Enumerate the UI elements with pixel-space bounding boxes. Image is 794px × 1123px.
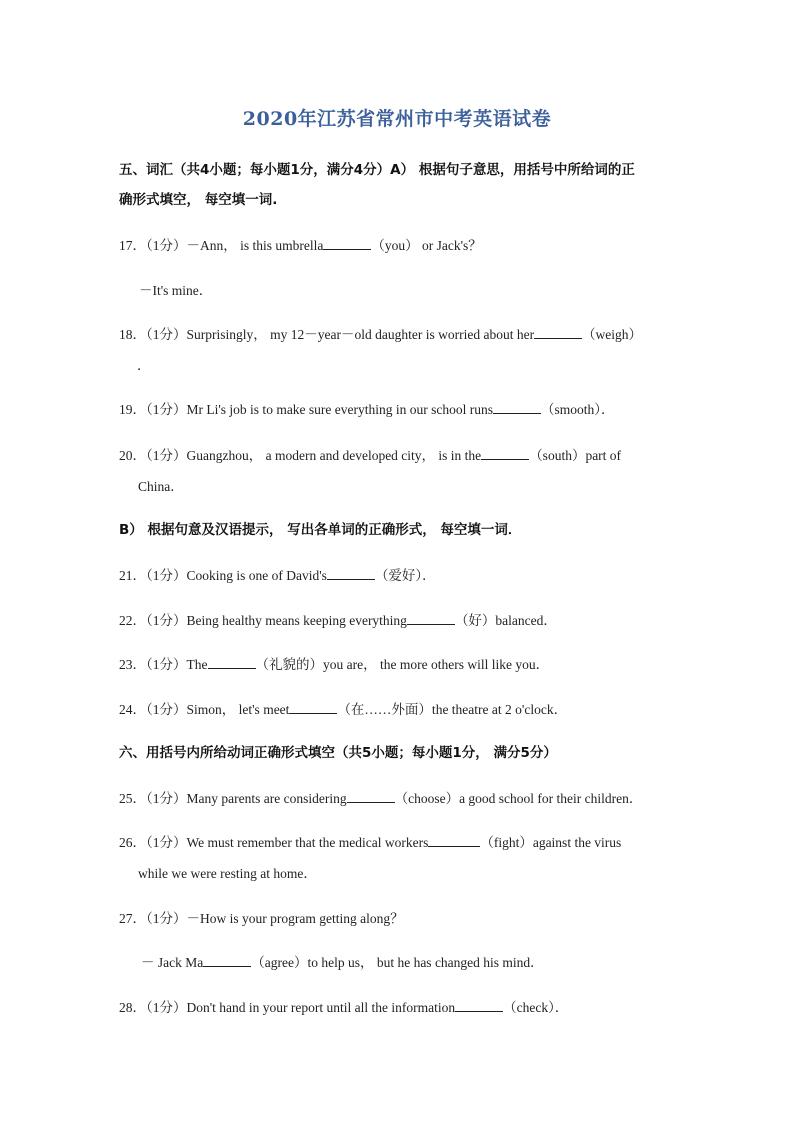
question-20-blank[interactable] bbox=[481, 447, 529, 460]
question-24 bbox=[119, 698, 567, 718]
question-27: 27．（1分）－How is your program getting along？ bbox=[119, 911, 404, 926]
question-21-text: 21．（1分）Cooking is one of David's bbox=[119, 568, 327, 583]
question-28-text: 28．（1分）Don't hand in your report until all the information bbox=[119, 1000, 456, 1015]
question-26-continuation: while we were resting at home． bbox=[138, 866, 317, 881]
part-b-heading: B） 根据句意及汉语提示， 写出各单词的正确形式， 每空填一词． bbox=[119, 522, 522, 538]
question-27-blank[interactable] bbox=[203, 954, 251, 967]
question-17-blank[interactable] bbox=[323, 237, 371, 250]
question-25-hint: （choose）a good school for their children． bbox=[394, 791, 643, 806]
question-21-blank[interactable] bbox=[327, 567, 375, 580]
question-18-hint: （weigh） bbox=[582, 327, 643, 342]
question-17-text: 17．（1分）－Ann， is this umbrella bbox=[119, 238, 324, 253]
exam-title: 2020年江苏省常州市中考英语试卷 bbox=[242, 108, 552, 130]
question-28-blank[interactable] bbox=[455, 999, 503, 1012]
question-22-hint: （好）balanced． bbox=[454, 613, 557, 628]
question-22-blank[interactable] bbox=[407, 612, 455, 625]
question-25-blank[interactable] bbox=[347, 790, 395, 803]
question-23-blank[interactable] bbox=[208, 656, 256, 669]
question-19-blank[interactable] bbox=[493, 401, 541, 414]
question-27-hint: （agree）to help us， but he has changed his mind． bbox=[251, 955, 544, 970]
question-17 bbox=[119, 234, 482, 254]
question-25 bbox=[119, 787, 642, 807]
question-20-text: 20．（1分）Guangzhou， a modern and developed city， is in the bbox=[119, 448, 482, 463]
question-27-answer bbox=[141, 951, 544, 971]
question-18-blank[interactable] bbox=[534, 326, 582, 339]
question-23 bbox=[119, 653, 549, 673]
question-26-blank[interactable] bbox=[428, 834, 480, 847]
question-20-hint: （south）part of bbox=[529, 448, 622, 463]
question-18-continuation: ． bbox=[137, 358, 151, 373]
section-5-heading-line1: 五、词汇（共4小题；每小题1分，满分4分）A） 根据句子意思，用括号中所给词的正 bbox=[119, 162, 635, 178]
question-25-text: 25．（1分）Many parents are considering bbox=[119, 791, 347, 806]
question-20 bbox=[119, 444, 621, 464]
question-18-text: 18．（1分）Surprisingly， my 12－year－old daughter is worried about her bbox=[119, 327, 535, 342]
question-26-text: 26．（1分）We must remember that the medical workers bbox=[119, 835, 429, 850]
question-17-hint: （you） or Jack's？ bbox=[371, 238, 482, 253]
section-6-heading: 六、用括号内所给动词正确形式填空（共5小题；每小题1分， 满分5分） bbox=[119, 745, 557, 761]
question-23-text: 23．（1分）The bbox=[119, 657, 208, 672]
question-22 bbox=[119, 609, 557, 629]
question-24-text: 24．（1分）Simon， let's meet bbox=[119, 702, 290, 717]
question-23-hint: （礼貌的）you are， the more others will like you． bbox=[255, 657, 550, 672]
question-24-blank[interactable] bbox=[289, 701, 337, 714]
question-19-text: 19．（1分）Mr Li's job is to make sure everything in our school runs bbox=[119, 402, 494, 417]
question-19 bbox=[119, 398, 615, 418]
question-19-hint: （smooth）． bbox=[541, 402, 615, 417]
question-21-hint: （爱好）． bbox=[374, 568, 436, 583]
question-21 bbox=[119, 564, 436, 584]
question-26 bbox=[119, 831, 621, 851]
question-26-hint: （fight）against the virus bbox=[480, 835, 622, 850]
question-24-hint: （在……外面）the theatre at 2 o'clock． bbox=[337, 702, 568, 717]
question-22-text: 22．（1分）Being healthy means keeping everything bbox=[119, 613, 407, 628]
question-20-continuation: China． bbox=[138, 479, 184, 494]
question-27-answer-text: － Jack Ma bbox=[141, 955, 204, 970]
question-18 bbox=[119, 323, 642, 343]
question-28-hint: （check）． bbox=[503, 1000, 569, 1015]
question-28 bbox=[119, 996, 568, 1016]
question-17-answer: －It's mine． bbox=[139, 283, 213, 298]
section-5-heading-line2: 确形式填空， 每空填一词. bbox=[119, 192, 278, 208]
